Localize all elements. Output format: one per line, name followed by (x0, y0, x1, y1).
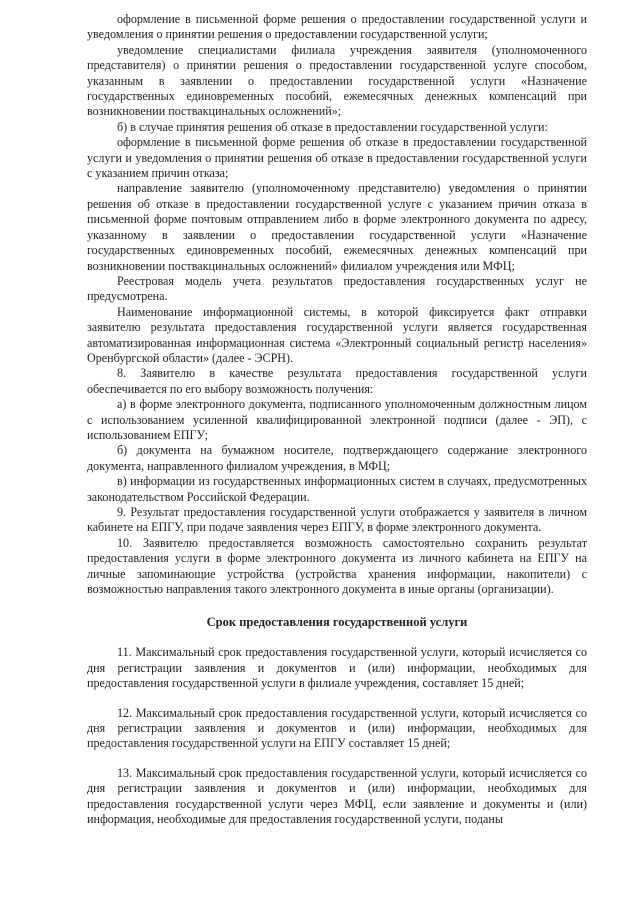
paragraph-item-9: 9. Результат предоставления государственной услуги отображается у заявителя в личном кабинете на ЕПГУ, при подаче заявления через ЕПГУ, в форме электронного документа. (87, 505, 587, 535)
paragraph-refusal-notification: направление заявителю (уполномоченному представителю) уведомления о принятии решения об отказе в предоставлении государственной услуге с указанием причин отказа в письменной форме почтовым отправлением либо в форме электронного документа по адресу, указанному в заявлении о предоставлении государственной услуги «Назначение государственных единовременных пособий, ежемесячных денежных компенсаций при возникновении поствакцинальных осложнений» филиалом учреждения или МФЦ; (87, 181, 587, 273)
paragraph-item-8: 8. Заявителю в качестве результата предоставления государственной услуги обеспечивается по его выбору возможность получения: (87, 366, 587, 396)
paragraph-item-12: 12. Максимальный срок предоставления государственной услуги, который исчисляется со дня регистрации заявления и документов и (или) информации, необходимых для предоставления государственной услуги на ЕПГУ составляет 15 дней; (87, 705, 587, 751)
paragraph-result-notification: уведомление специалистами филиала учреждения заявителя (уполномоченного представителя) о принятии решения о предоставлении государственной услуге способом, указанным в заявлении о предоставлении государственной услуги «Назначение государственных единовременных пособий, ежемесячных денежных компенсаций при возникновении поствакцинальных осложнений»; (87, 42, 587, 119)
paragraph-result-decision-form: оформление в письменной форме решения о предоставлении государственной услуги и уведомления о принятии решения о предоставлении государственной услуги; (87, 12, 587, 42)
paragraph-item-10: 10. Заявителю предоставляется возможность самостоятельно сохранить результат предоставления услуги в форме электронного документа из личного кабинета на ЕПГУ на личные запоминающие устройства (устройства хранения информации, накопители) с возможностью направления такого электронного документа в иные органы (организации). (87, 535, 587, 597)
section-heading: Срок предоставления государственной услуги (206, 615, 468, 630)
paragraph-item-8a: а) в форме электронного документа, подписанного уполномоченным должностным лицом с использованием усиленной квалифицированной электронной подписи (далее - ЭП), с использованием ЕПГУ; (87, 397, 587, 442)
paragraph-item-8c: в) информации из государственных информационных систем в случаях, предусмотренных законодательством Российской Федерации. (87, 474, 587, 504)
document-page (87, 12, 587, 828)
paragraph-item-13: 13. Максимальный срок предоставления государственной услуги, который исчисляется со дня регистрации заявления и документов и (или) информации, необходимых для предоставления государственной услуги через МФЦ, если заявление и документы и (или) информация, необходимые для предоставления государственной услуги, поданы (87, 765, 587, 827)
paragraph-registry-model: Реестровая модель учета результатов предоставления государственных услуг не предусмотрена. (87, 273, 587, 304)
paragraph-refusal-decision-form: оформление в письменной форме решения об отказе в предоставлении государственной услуги и уведомления о принятии решения об отказе в предоставлении государственной услуги с указанием причин отказа; (87, 135, 587, 181)
paragraph-item-11: 11. Максимальный срок предоставления государственной услуги, который исчисляется со дня регистрации заявления и документов и (или) информации, необходимых для предоставления государственной услуги в филиале учреждения, составляет 15 дней; (87, 645, 587, 691)
paragraph-item-8b: б) документа на бумажном носителе, подтверждающего содержание электронного документа, направленного филиалом учреждения, в МФЦ; (87, 443, 587, 473)
paragraph-refusal-case: б) в случае принятия решения об отказе в предоставлении государственной услуги: (117, 119, 548, 134)
paragraph-information-system: Наименование информационной системы, в которой фиксируется факт отправки заявителю результата предоставления государственной услуги является государственная автоматизированная информационная система «Электронный социальный регистр населения» Оренбургской области» (далее - ЭСРН). (87, 304, 587, 365)
